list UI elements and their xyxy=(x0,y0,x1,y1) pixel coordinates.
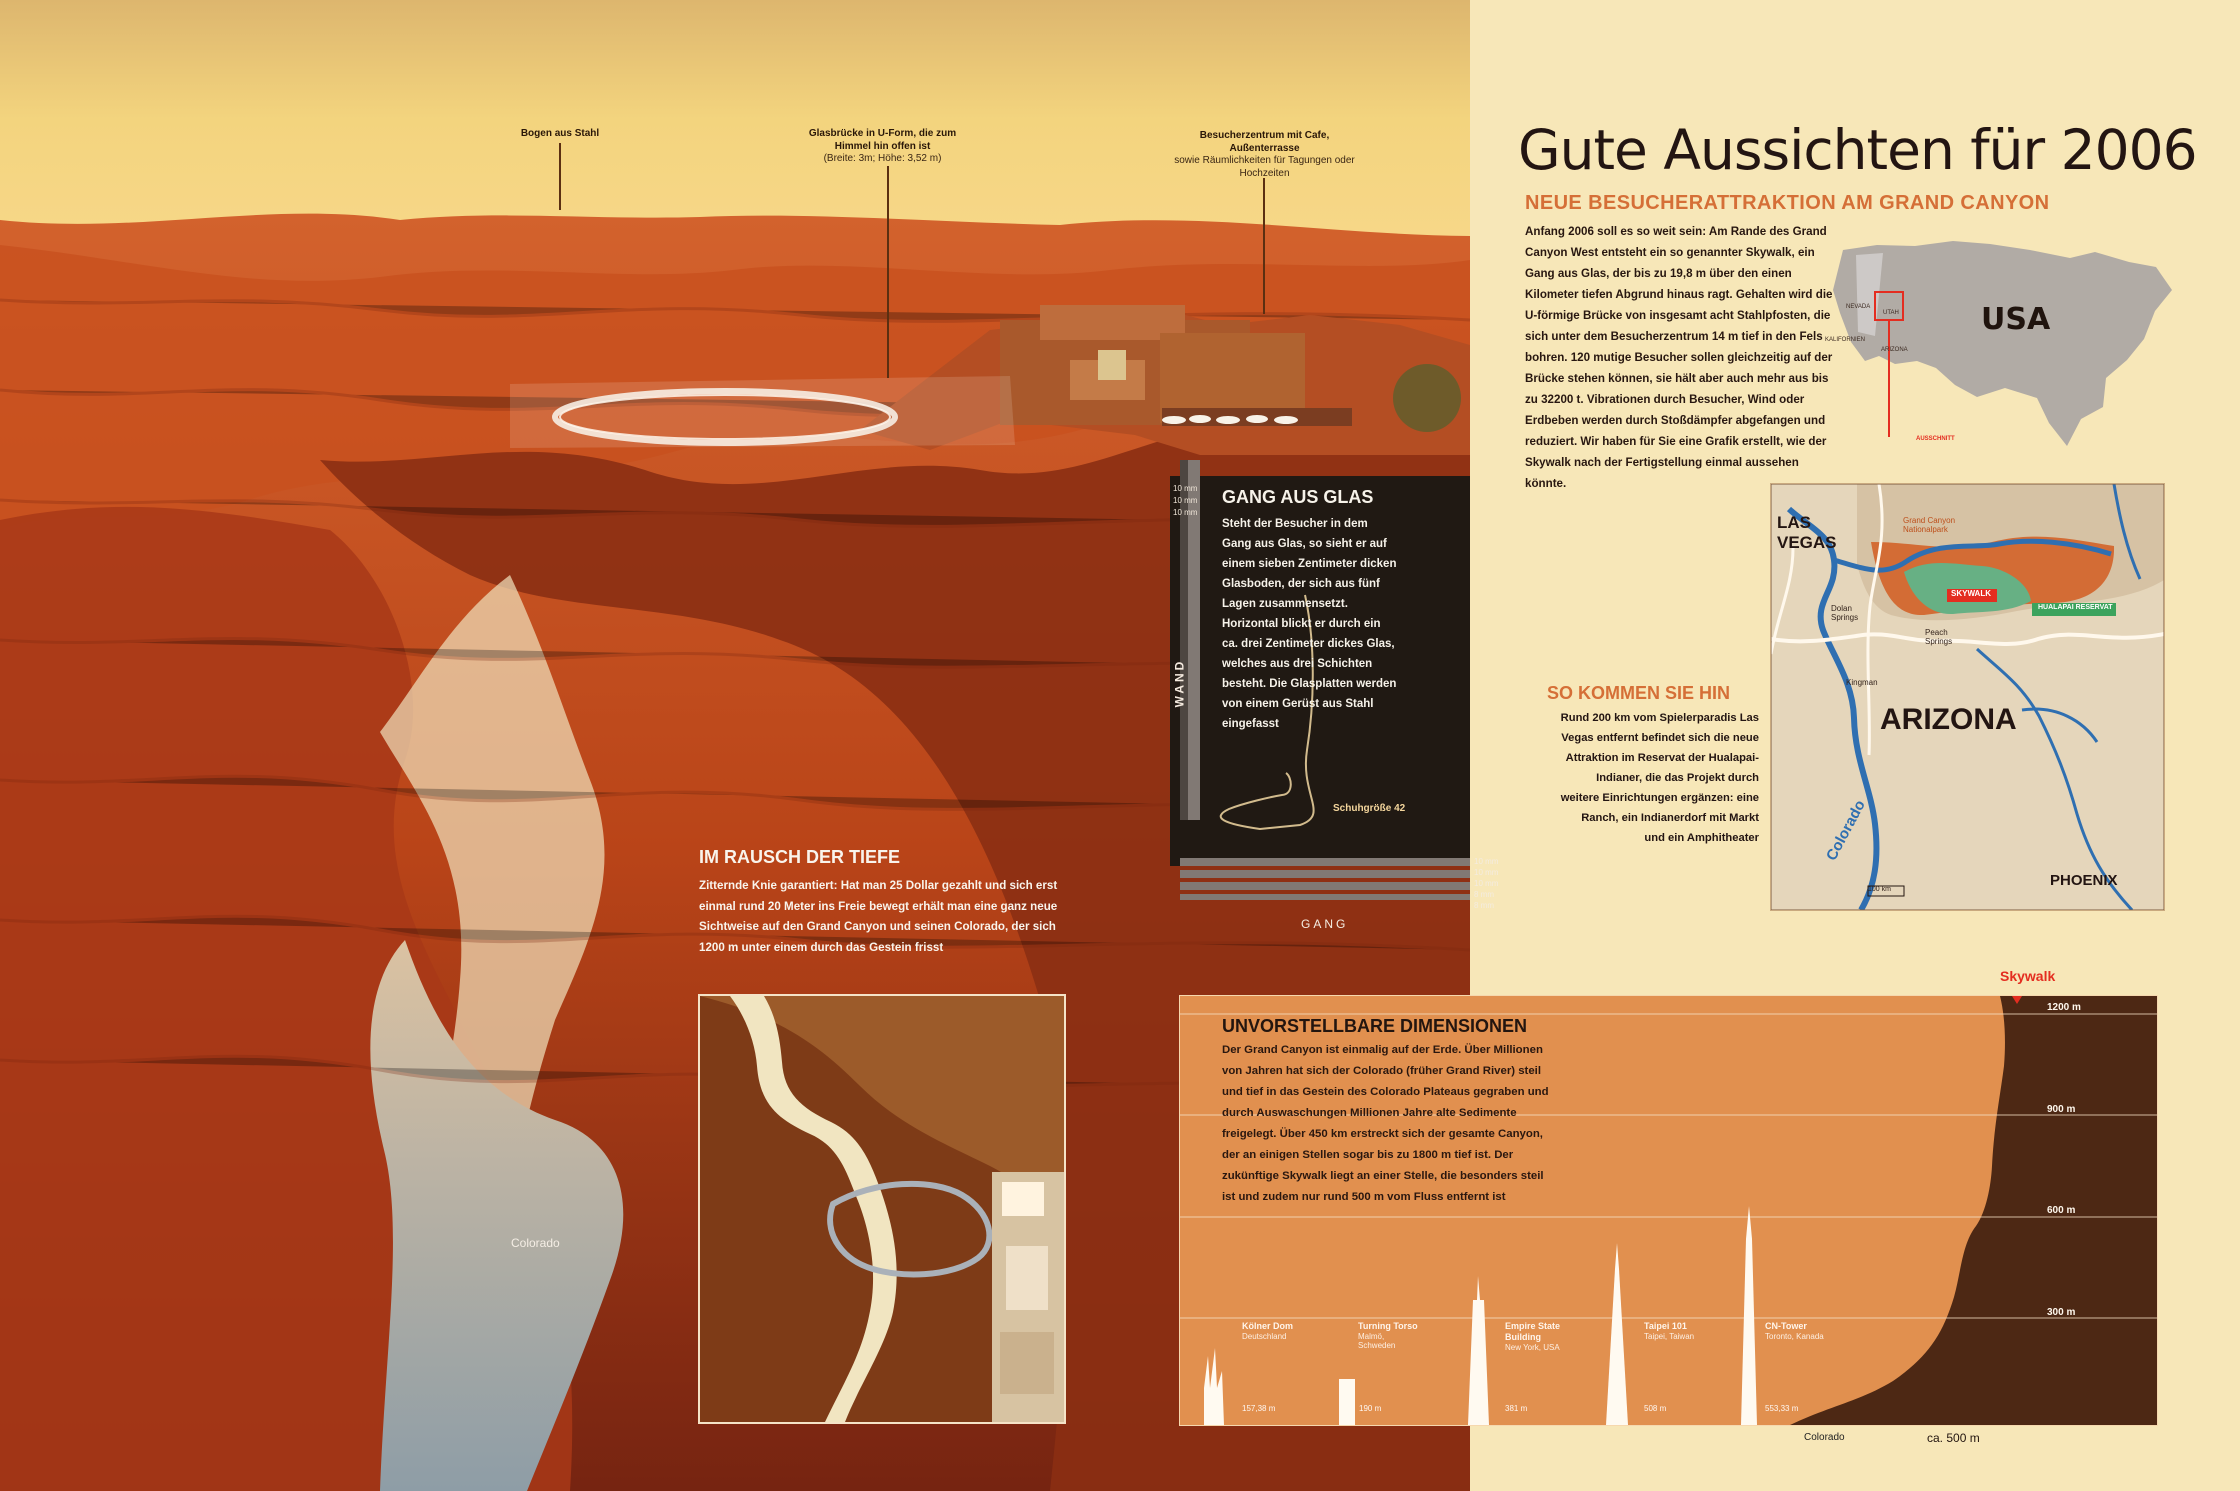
dimensions-text: Der Grand Canyon ist einmalig auf der Erde. Über Millionen von Jahren hat sich der Colorado (früher Grand River) steil und tief in das Gestein des Colorado Plateaus gegraben und durch Auswaschungen Millionen Jahre alte Sedimente freigelegt. Über 450 km erstreckt sich der gesamte Canyon, der an einigen Stellen sogar bis zu 1800 m tief ist. Der zukünftige Skywalk liegt an einer Stelle, die besonders steil ist und zudem nur rund 500 m vom Fluss entfernt ist xyxy=(1222,1044,1549,1203)
phoenix-label: PHOENIX xyxy=(2050,872,2118,889)
layer-value: 10 mm xyxy=(1474,868,1499,877)
tower-name: Turning Torso xyxy=(1358,1321,1418,1331)
tower-location: Malmö, Schweden xyxy=(1358,1332,1396,1350)
layer-value: 10 mm xyxy=(1474,879,1499,888)
national-park-label: Grand Canyon Nationalpark xyxy=(1903,516,1956,534)
tower-location: New York, USA xyxy=(1505,1343,1560,1352)
top-values xyxy=(1173,483,1197,519)
tower-height: 508 m xyxy=(1644,1404,1667,1413)
callout-line xyxy=(887,166,889,378)
tower-empire-state xyxy=(1505,1321,1587,1352)
colorado-caption: Colorado xyxy=(511,1236,560,1250)
utah-label: UTAH xyxy=(1883,310,1899,316)
section-kicker: NEUE BESUCHERATTRAKTION AM GRAND CANYON xyxy=(1525,192,2050,214)
tower-name: CN-Tower xyxy=(1765,1321,1807,1331)
tower-name: Kölner Dom xyxy=(1242,1321,1294,1331)
tower-turning-torso xyxy=(1358,1321,1423,1350)
arizona-label: ARIZONA xyxy=(1880,703,2017,736)
tower-height: 190 m xyxy=(1359,1404,1382,1413)
usa-label: USA xyxy=(1981,302,2051,337)
callout-visitor-center xyxy=(1172,130,1357,180)
so-kommen-text: Rund 200 km vom Spielerparadis Las Vegas entfernt befindet sich die neue Attraktion im Reservat der Hualapai-Indianer, die das Projekt durch weitere Einrichtungen ergänzen: eine Ranch, ein Indianerdorf mit Markt und ein Amphitheater xyxy=(1560,712,1759,844)
kingman-label: Kingman xyxy=(1846,678,1878,687)
colorado-bottom-label: Colorado xyxy=(1804,1432,1845,1443)
layer-value: 8 mm xyxy=(1474,901,1494,910)
callout-line xyxy=(1263,178,1265,314)
tower-location: Toronto, Kanada xyxy=(1765,1332,1824,1341)
aerial-canyon-illustration xyxy=(700,996,1064,1422)
distance-label: ca. 500 m xyxy=(1927,1431,1980,1445)
top-value: 10 mm xyxy=(1173,496,1198,505)
tower-location: Taipei, Taiwan xyxy=(1644,1332,1695,1341)
top-value: 10 mm xyxy=(1173,508,1198,517)
california-label: KALIFORNIEN xyxy=(1825,337,1866,343)
colorado-map-label: Colorado xyxy=(1822,797,1869,864)
rausch-title: IM RAUSCH DER TIEFE xyxy=(699,847,901,867)
top-value: 10 mm xyxy=(1173,484,1198,493)
layer-value: 10 mm xyxy=(1474,857,1499,866)
tower-cn xyxy=(1765,1321,1838,1341)
arizona-small-label: ARIZONA xyxy=(1881,347,1908,353)
page-title: Gute Aussichten für 2006 xyxy=(1518,118,2197,182)
height-label-1200: 1200 m xyxy=(2047,1002,2081,1013)
skywalk-marker-label: Skywalk xyxy=(2000,968,2056,984)
so-kommen-title: SO KOMMEN SIE HIN xyxy=(1547,683,1731,703)
callout-subtext: (Breite: 3m; Höhe: 3,52 m) xyxy=(823,153,942,164)
reservat-label: HUALAPAI RESERVAT xyxy=(2038,604,2113,611)
callout-steel-arch xyxy=(500,128,620,141)
callout-text: Bogen aus Stahl xyxy=(520,128,600,139)
tower-name: Empire State Building xyxy=(1505,1321,1561,1342)
glass-text: Steht der Besucher in dem Gang aus Glas, so sieht er auf einem sieben Zentimeter dicken Glasboden, der sich aus fünf Lagen zusammensetzt. Horizontal blickt er durch ein ca. drei Zentimeter dickes Glas, welches aus drei Schichten besteht. Die Glasplatten werden von einem Gerüst aus Stahl eingefasst xyxy=(1222,518,1397,730)
rausch-text: Zitternde Knie garantiert: Hat man 25 Dollar gezahlt und sich erst einmal rund 20 Meter ins Freie bewegt erhält man eine ganz neue Sichtweise auf den Grand Canyon und seinen Colorado, der sich 1200 m unter einem durch das Gestein frisst xyxy=(699,879,1058,954)
detail-indicator: AUSSCHNITT xyxy=(1916,436,1955,442)
peach-springs-label: Peach Springs xyxy=(1925,628,1953,646)
skywalk-map-label: SKYWALK xyxy=(1951,589,1991,598)
tower-koelner-dom xyxy=(1242,1321,1307,1341)
glass-title: GANG AUS GLAS xyxy=(1222,487,1374,507)
tower-location: Deutschland xyxy=(1242,1332,1287,1341)
nevada-label: NEVADA xyxy=(1846,304,1871,310)
callout-subtext: sowie Räumlichkeiten für Tagungen oder Hochzeiten xyxy=(1174,155,1355,179)
height-label-300: 300 m xyxy=(2047,1307,2076,1318)
dolan-springs-label: Dolan Springs xyxy=(1831,604,1859,622)
tower-height: 157,38 m xyxy=(1242,1404,1276,1413)
height-label-900: 900 m xyxy=(2047,1104,2076,1115)
intro-text: Anfang 2006 soll es so weit sein: Am Rande des Grand Canyon West entsteht ein so genannter Skywalk, ein Gang aus Glas, der bis zu 19,8 m über den einen Kilometer tiefen Abgrund hinaus ragt. Gehalten wird die U-förmige Brücke von insgesamt acht Stahlpfosten, die sich unter dem Besucherzentrum 14 m tief in den Fels bohren. 120 mutige Besucher sollen gleichzeitig auf der Brücke stehen können, sie hält aber auch mehr aus bis zu 32200 t. Vibrationen durch Besucher, Wind oder Erdbeben werden durch Stoßdämpfer abgefangen und reduziert. Wir haben für Sie eine Grafik erstellt, wie der Skywalk nach der Fertigstellung einmal aussehen könnte. xyxy=(1525,225,1833,490)
dimensions-title: UNVORSTELLBARE DIMENSIONEN xyxy=(1222,1016,1528,1036)
height-label-600: 600 m xyxy=(2047,1205,2076,1216)
callout-text: Glasbrücke in U-Form, die zum Himmel hin offen ist xyxy=(808,128,957,152)
tower-height: 381 m xyxy=(1505,1404,1528,1413)
las-vegas-label: LAS VEGAS xyxy=(1777,513,1837,552)
wall-label: WAND xyxy=(1172,658,1187,708)
shoe-size-label: Schuhgröße 42 xyxy=(1333,803,1406,814)
tower-name: Taipei 101 xyxy=(1644,1321,1687,1331)
gang-label: GANG xyxy=(1301,917,1349,931)
tower-taipei xyxy=(1644,1321,1714,1341)
tower-height: 553,33 m xyxy=(1765,1404,1799,1413)
layer-values xyxy=(1474,856,1498,911)
callout-line xyxy=(559,143,561,210)
callout-text: Besucherzentrum mit Cafe, Außenterrasse xyxy=(1199,130,1330,154)
scale-label: 100 km xyxy=(1868,886,1891,893)
inset-aerial-image xyxy=(698,994,1066,1424)
layer-value: 8 mm xyxy=(1474,890,1494,899)
callout-glass-bridge xyxy=(795,128,970,166)
